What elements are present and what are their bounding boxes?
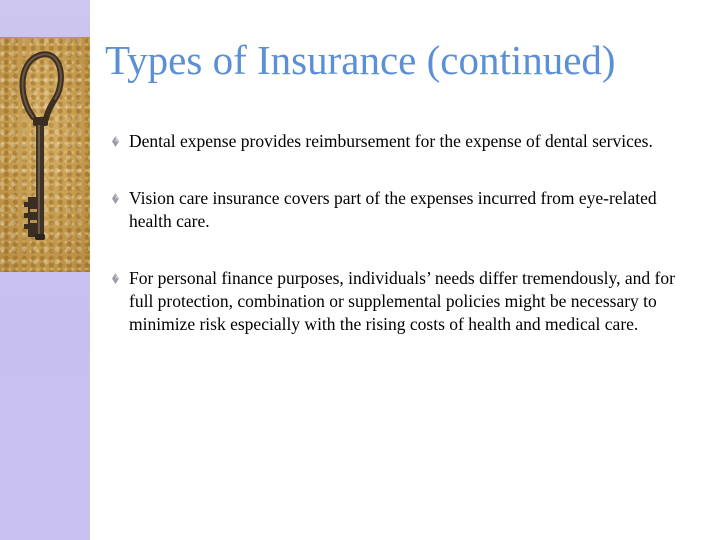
bullet-item-vision <box>112 187 682 233</box>
bullet-item-dental <box>112 130 682 153</box>
key-photo <box>0 37 90 272</box>
diamond-bullet-icon <box>112 273 119 284</box>
bullet-text: Dental expense provides reimbursement for the expense of dental services. <box>129 131 653 151</box>
bullet-list <box>112 130 682 370</box>
antique-key-icon <box>0 37 90 272</box>
bullet-item-personal-finance <box>112 267 682 336</box>
bullet-text: For personal finance purposes, individuals’ needs differ tremendously, and for full protection, combination or supplemental policies might be necessary to minimize risk especially with the rising costs of health and medical care. <box>129 268 675 334</box>
slide-title: Types of Insurance (continued) <box>105 37 616 83</box>
diamond-bullet-icon <box>112 136 119 147</box>
bullet-text: Vision care insurance covers part of the expenses incurred from eye-related health care. <box>129 188 657 231</box>
diamond-bullet-icon <box>112 193 119 204</box>
